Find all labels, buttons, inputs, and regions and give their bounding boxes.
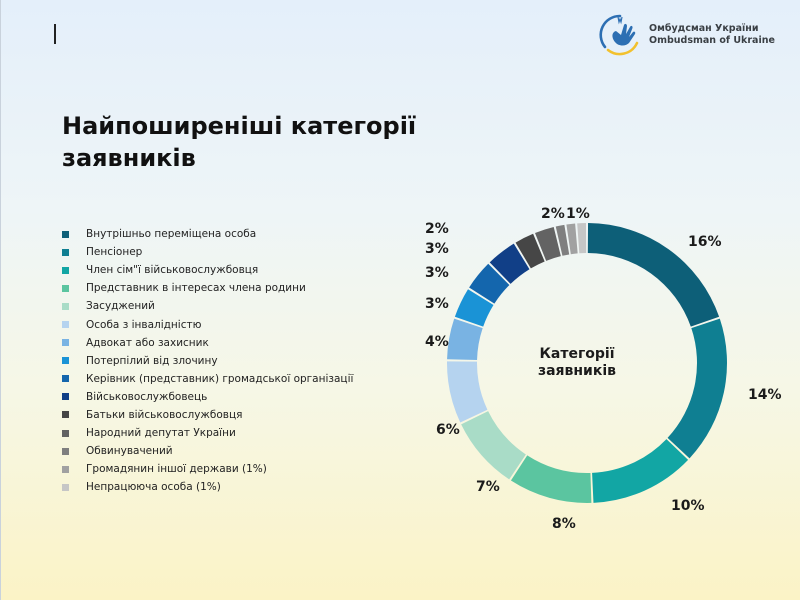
donut-slice — [592, 439, 688, 503]
slice-percent-label: 14% — [748, 387, 782, 403]
slice-percent-label: 3% — [425, 265, 449, 281]
slice-percent-label: 1% — [566, 206, 590, 222]
slice-percent-label: 6% — [436, 422, 460, 438]
legend-label: Непрацююча особа (1%) — [86, 481, 221, 494]
legend-label: Член сім"ї військовослужбовця — [86, 264, 259, 277]
donut-slice — [447, 361, 487, 422]
donut-slice — [447, 319, 483, 360]
slice-percent-label: 2% — [541, 206, 565, 222]
legend-label: Адвокат або захисник — [86, 336, 209, 349]
donut-slice — [668, 319, 727, 459]
center-label-line-1: Категорії — [539, 346, 615, 362]
legend-label: Народний депутат України — [86, 427, 236, 440]
legend-label: Військовослужбовець — [86, 390, 208, 403]
center-label-line-2: заявників — [537, 363, 617, 379]
donut-slice — [511, 455, 591, 503]
legend-label: Пенсіонер — [86, 246, 143, 259]
legend-label: Засуджений — [86, 300, 155, 313]
slice-percent-label: 3% — [425, 296, 449, 312]
legend-label: Особа з інвалідністю — [86, 318, 202, 331]
legend-label: Представник в інтересах члена родини — [86, 282, 306, 295]
donut-slice — [461, 411, 526, 479]
legend-label: Потерпілий від злочину — [86, 354, 218, 367]
logo-line-ukrainian: Омбудсман України — [649, 23, 759, 34]
slide-title: Найпоширеніші категорії заявників — [62, 112, 417, 172]
legend-label: Обвинувачений — [86, 445, 173, 458]
slice-percent-label: 8% — [552, 516, 576, 532]
legend-label: Керівник (представник) громадської організації — [86, 372, 354, 385]
slice-percent-label: 10% — [671, 498, 705, 514]
slice-percent-label: 3% — [425, 241, 449, 257]
legend-label: Батьки військовослужбовця — [86, 408, 243, 421]
legend-label: Громадянин іншої держави (1%) — [86, 463, 267, 476]
slice-percent-label: 2% — [425, 221, 449, 237]
slice-percent-label: 16% — [688, 234, 722, 250]
logo-line-english: Ombudsman of Ukraine — [649, 35, 775, 46]
slice-percent-label: 4% — [425, 334, 449, 350]
donut-slice — [577, 223, 586, 253]
legend-label: Внутрішньо переміщена особа — [86, 228, 257, 241]
slice-percent-label: 7% — [476, 479, 500, 495]
